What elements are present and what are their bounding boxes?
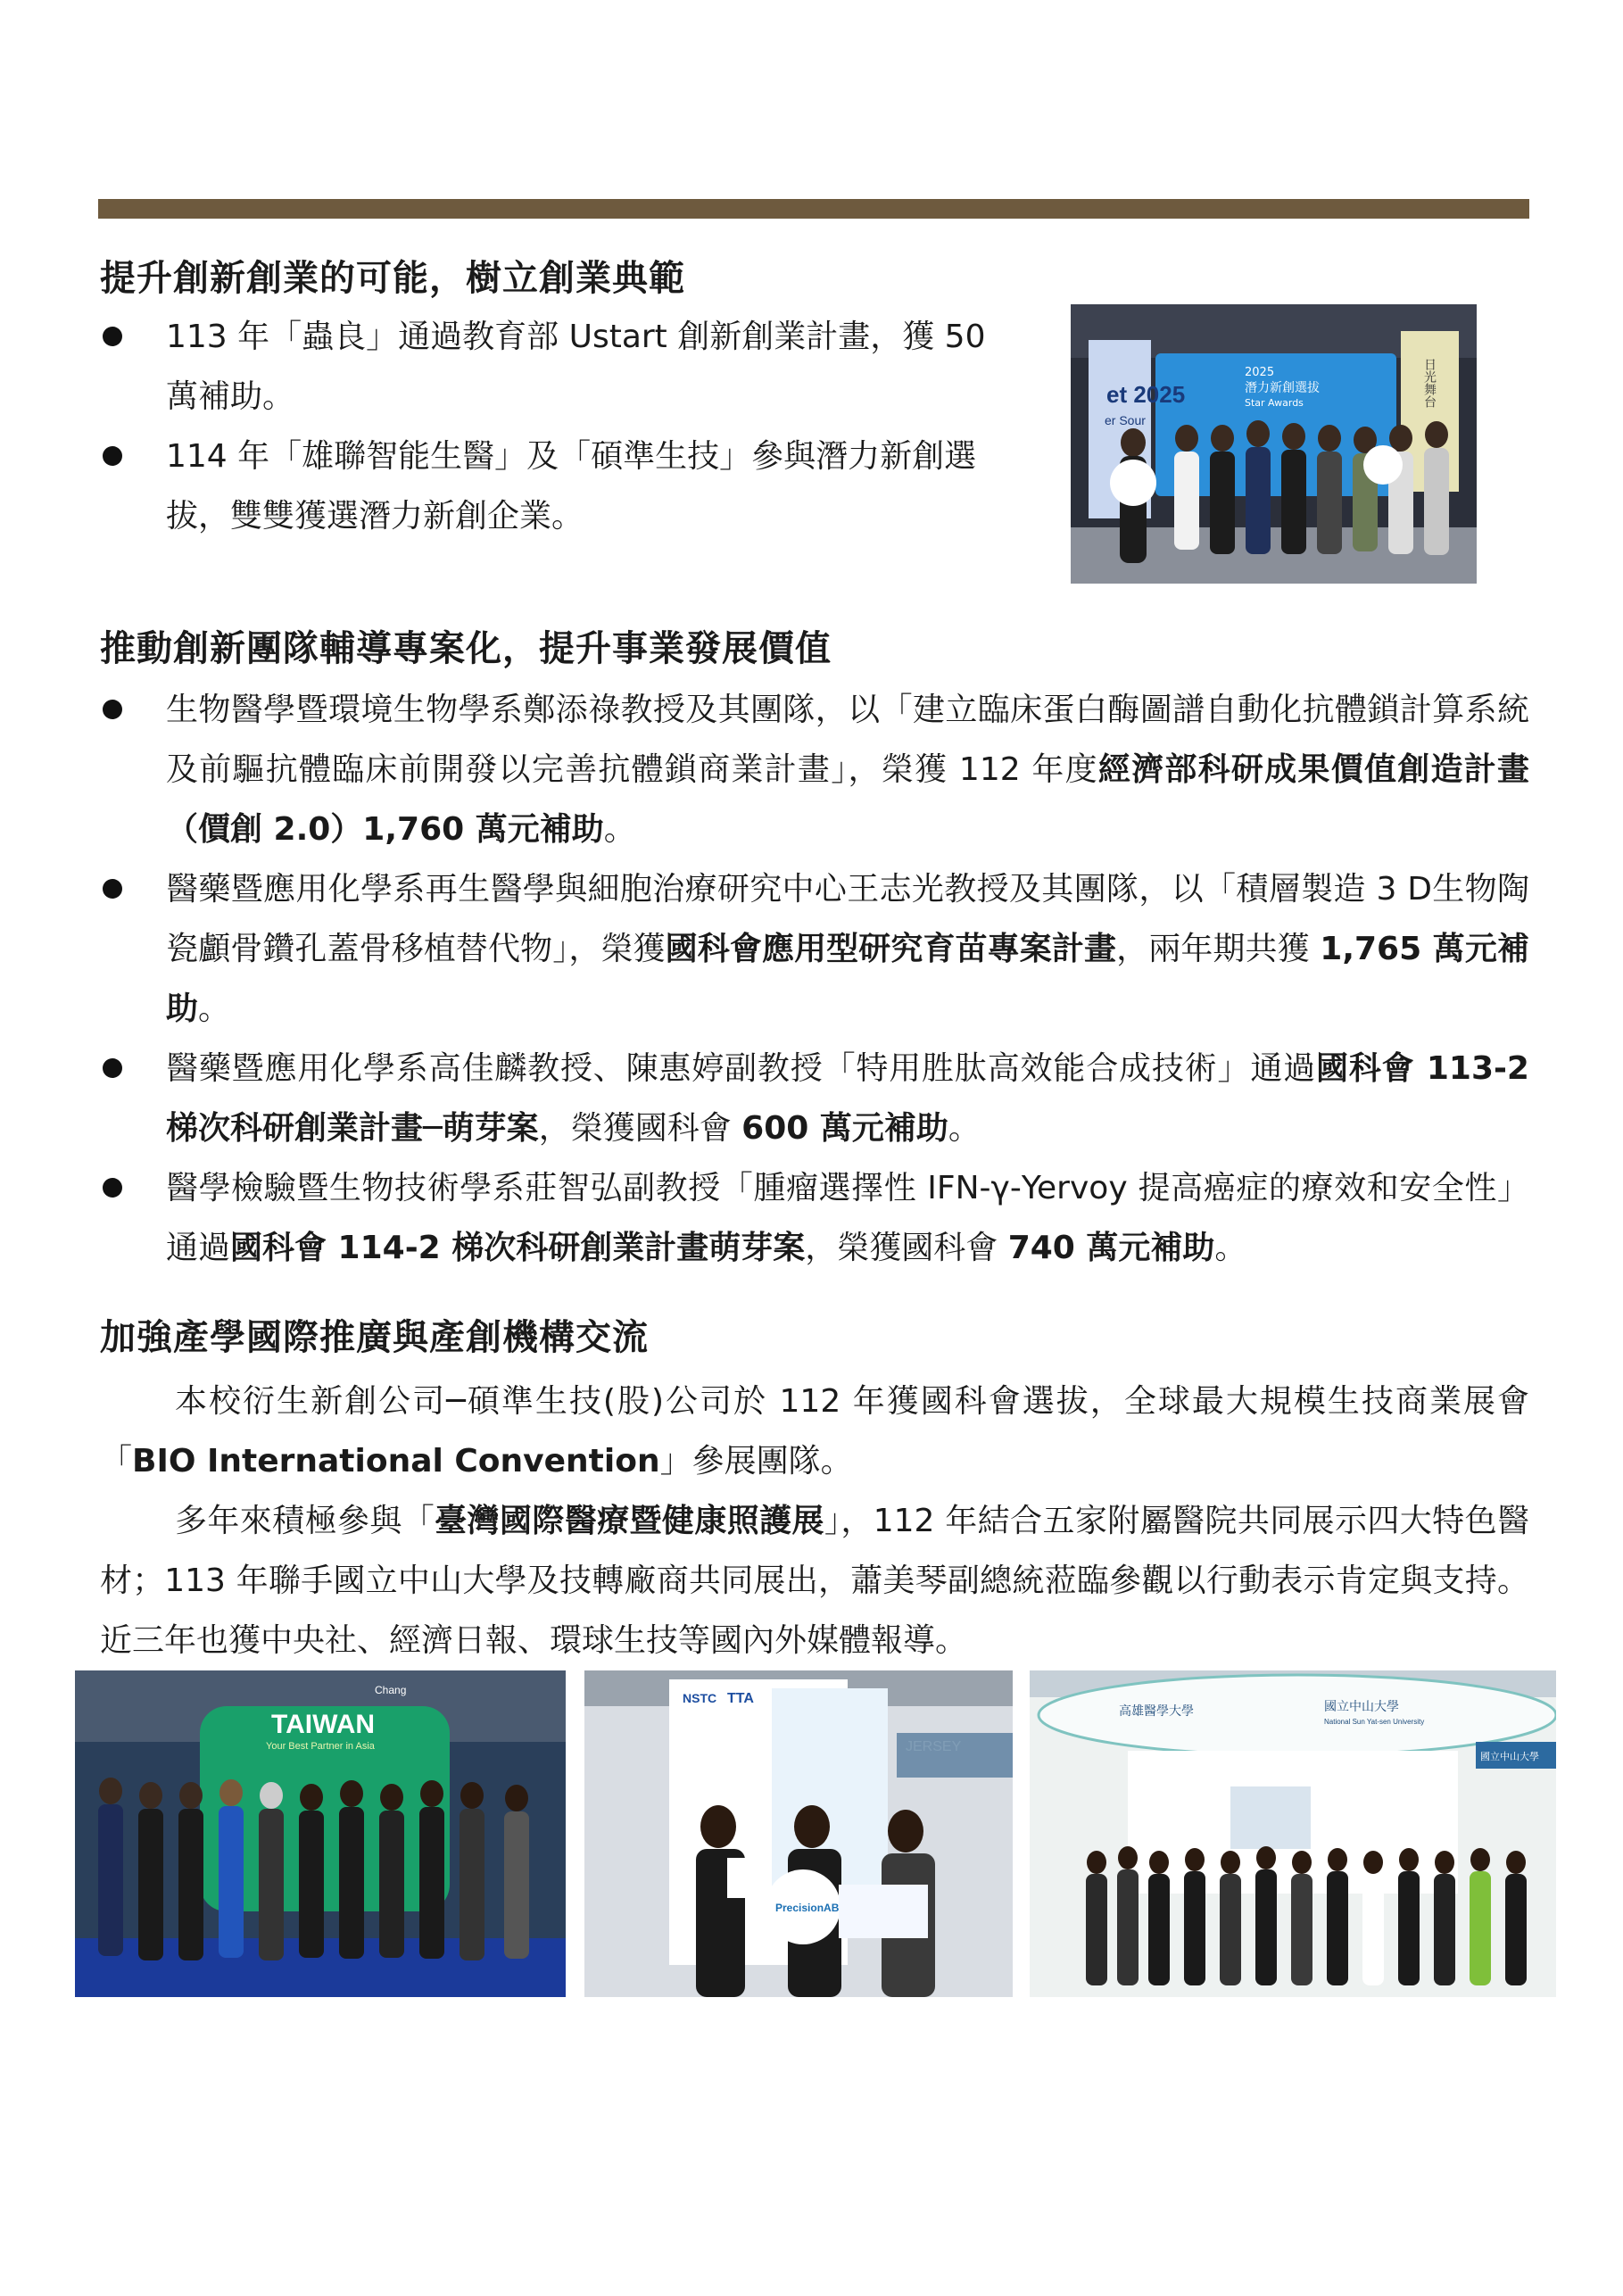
stand-sign-precision: PrecisionAB — [775, 1902, 840, 1914]
expo-sign-kmu: 高雄醫學大學 — [1119, 1704, 1194, 1719]
award-year: 2025 — [1245, 366, 1275, 379]
body-text: 多年來積極參與「 — [175, 1503, 435, 1539]
stand-sign-nstc: NSTC — [683, 1691, 717, 1705]
body-text: ，榮獲國科會 — [538, 1110, 742, 1147]
expo-sign-nsysu: 國立中山大學 — [1324, 1700, 1399, 1714]
coaching-bullet-list — [100, 680, 1529, 1278]
booth-sign-subtitle: Your Best Partner in Asia — [266, 1741, 375, 1752]
bullet-item — [100, 307, 1010, 427]
body-text: 醫藥暨應用化學系高佳麟教授、陳惠婷副教授「特用胜肽高效能合成技術」通過 — [166, 1050, 1316, 1087]
body-text: 113 年「蟲良」通過教育部 Ustart 創新創業計畫，獲 50 萬補助。 — [166, 319, 986, 415]
bullet-item — [100, 680, 1529, 859]
section-heading-promotion: 加強產學國際推廣與產創機構交流 — [100, 1317, 649, 1358]
body-text: 醫藥暨應用化學系再生醫學與細胞治療研究中心王志光教授及其團隊，以「積層製造 3 D生物陶瓷顱骨鑽孔蓋骨移植替代物」，榮獲 — [166, 871, 1529, 967]
highlight-text: 臺灣國際醫療暨健康照護展 — [435, 1503, 824, 1539]
bullet-item — [100, 1039, 1529, 1158]
award-backdrop-text-2: er Sour — [1105, 413, 1146, 427]
highlight-text: 國科會應用型研究育苗專案計畫 — [665, 931, 1117, 967]
award-subtitle: Star Awards — [1245, 397, 1304, 409]
highlight-text: BIO International Convention — [132, 1443, 660, 1480]
award-title: 潛力新創選拔 — [1245, 381, 1320, 395]
highlight-text: 740 萬元補助 — [1007, 1230, 1215, 1266]
body-text: 。 — [1214, 1230, 1247, 1266]
bullet-item — [100, 1158, 1529, 1278]
startup-bullet-list — [100, 307, 1010, 546]
expo-sign-nsysu-en: National Sun Yat-sen University — [1324, 1718, 1425, 1726]
body-text: 醫學檢驗暨生物技術學系莊智弘副教授「腫瘤選擇性 IFN-γ-Yervoy 提高癌症的療效和安全性」通過 — [166, 1170, 1529, 1266]
bullet-item — [100, 427, 1010, 546]
body-text: 。 — [198, 991, 231, 1027]
healthcare-expo-photo — [1030, 1670, 1556, 1997]
highlight-text: 1,765 萬元補助 — [166, 931, 1529, 1027]
highlight-text: 國科會 113-2 梯次科研創業計畫─萌芽案 — [166, 1050, 1529, 1147]
body-text: 」參展團隊。 — [659, 1443, 853, 1480]
award-backdrop-text-1: et 2025 — [1106, 381, 1186, 408]
bio-convention-booth-photo — [75, 1670, 566, 1997]
body-text: ，榮獲國科會 — [805, 1230, 1008, 1266]
expo-side-sign: 國立中山大學 — [1480, 1751, 1539, 1762]
highlight-text: 經濟部科研成果價值創造計畫（價創 2.0）1,760 萬元補助 — [166, 751, 1529, 848]
booth-sign-chang: Chang — [375, 1684, 407, 1696]
body-text: 。 — [603, 811, 636, 848]
section-heading-startup: 提升創新創業的可能，樹立創業典範 — [100, 258, 685, 299]
promotion-paragraph-expo — [100, 1491, 1529, 1670]
body-text: 本校衍生新創公司─碩準生技(股)公司於 112 年獲國科會選拔，全球最大規模生技商業展會「 — [100, 1383, 1529, 1480]
highlight-text: 國科會 114-2 梯次科研創業計畫萌芽案 — [230, 1230, 806, 1266]
award-stage-sign: 日光舞台 — [1422, 358, 1437, 408]
body-text: ，兩年期共獲 — [1116, 931, 1321, 967]
body-text: 生物醫學暨環境生物學系鄭添祿教授及其團隊，以「建立臨床蛋白酶圖譜自動化抗體鎖計算系統及前驅抗體臨床前開發以完善抗體鎖商業計畫」，榮獲 112 年度 — [166, 692, 1529, 788]
stand-sign-tta: TTA — [727, 1691, 754, 1706]
body-text: 」，112 年結合五家附屬醫院共同展示四大特色醫材；113 年聯手國立中山大學及技轉廠商共同展出，蕭美琴副總統蒞臨參觀以行動表示肯定與支持。近三年也獲中央社、經濟日報、環球生技等國內外媒體報導。 — [100, 1503, 1529, 1659]
body-text: 114 年「雄聯智能生醫」及「碩準生技」參與潛力新創選拔，雙雙獲選潛力新創企業。 — [166, 438, 977, 535]
section-heading-coaching: 推動創新團隊輔導專案化，提升事業發展價值 — [100, 628, 832, 669]
promotion-paragraph-bio — [100, 1372, 1529, 1491]
booth-sign-taiwan: TAIWAN — [271, 1710, 376, 1739]
award-ceremony-photo — [1071, 304, 1477, 584]
bullet-item — [100, 859, 1529, 1039]
bio-convention-stand-photo — [584, 1670, 1013, 1997]
highlight-text: 600 萬元補助 — [741, 1110, 948, 1147]
top-rule — [98, 199, 1529, 219]
body-text: 。 — [948, 1110, 981, 1147]
